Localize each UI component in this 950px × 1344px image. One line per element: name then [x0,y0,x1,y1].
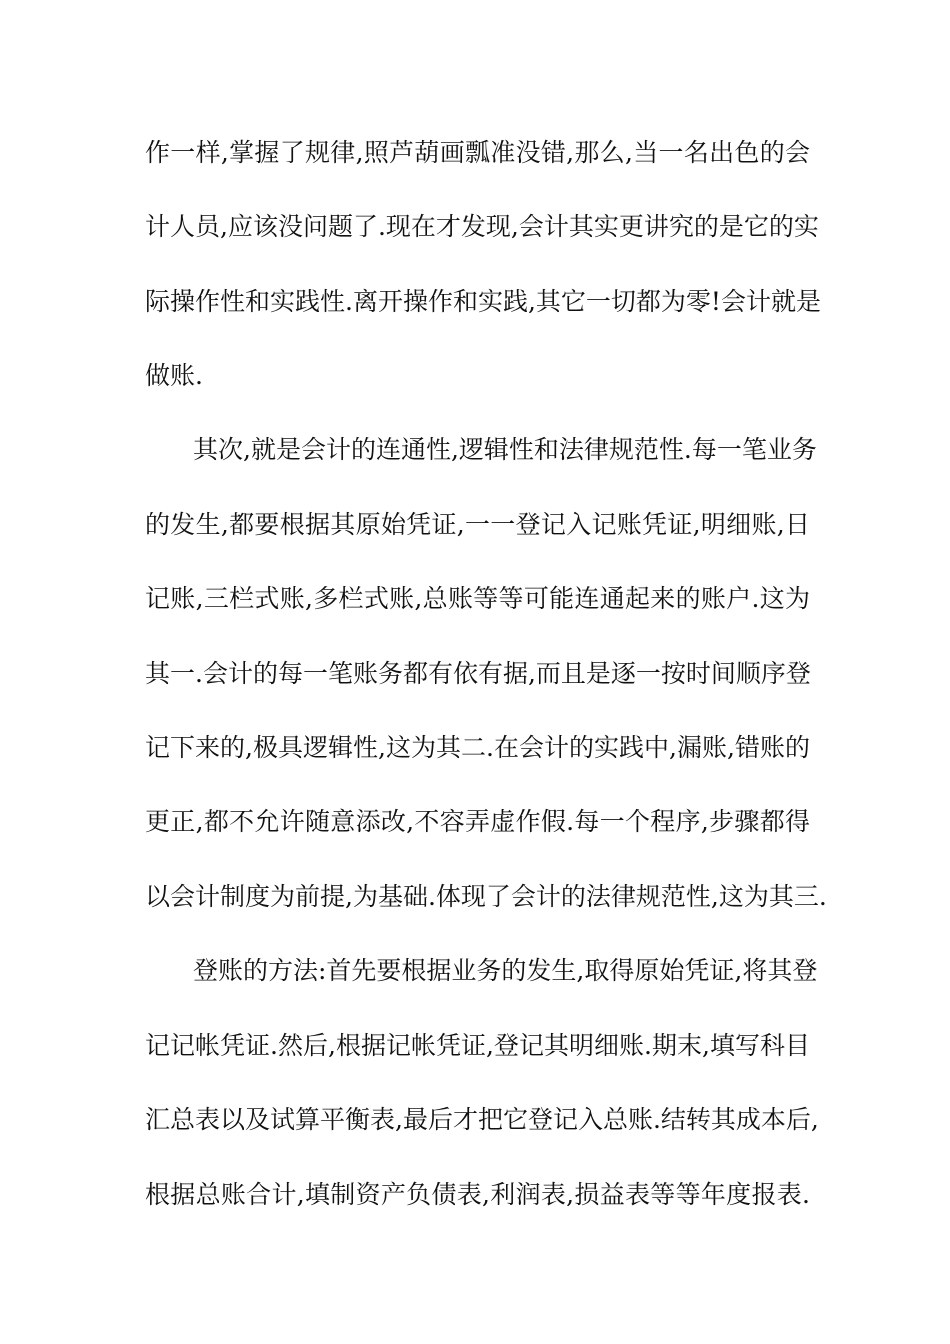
text-line: 计人员,应该没问题了.现在才发现,会计其实更讲究的是它的实 [145,212,819,241]
text-line: 记账,三栏式账,多栏式账,总账等等可能连通起来的账户.这为 [145,584,810,613]
text-line: 更正,都不允许随意添改,不容弄虚作假.每一个程序,步骤都得 [145,807,810,836]
text-line: 汇总表以及试算平衡表,最后才把它登记入总账.结转其成本后, [145,1105,819,1134]
text-line: 做账. [145,361,203,390]
text-line: 以会计制度为前提,为基础.体现了会计的法律规范性,这为其三. [145,882,827,911]
text-line: 的发生,都要根据其原始凭证,一一登记入记账凭证,明细账,日 [145,510,810,539]
text-line: 其次,就是会计的连通性,逻辑性和法律规范性.每一笔业务 [193,435,817,464]
text-line: 作一样,掌握了规律,照芦葫画瓢准没错,那么,当一名出色的会 [145,138,810,167]
text-line: 记下来的,极具逻辑性,这为其二.在会计的实践中,漏账,错账的 [145,733,810,762]
text-line: 登账的方法:首先要根据业务的发生,取得原始凭证,将其登 [193,956,818,985]
text-line: 根据总账合计,填制资产负债表,利润表,损益表等等年度报表. [145,1180,810,1209]
text-line: 记记帐凭证.然后,根据记帐凭证,登记其明细账.期末,填写科目 [145,1031,810,1060]
text-line: 其一.会计的每一笔账务都有依有据,而且是逐一按时间顺序登 [145,659,811,688]
text-line: 际操作性和实践性.离开操作和实践,其它一切都为零!会计就是 [145,287,821,316]
